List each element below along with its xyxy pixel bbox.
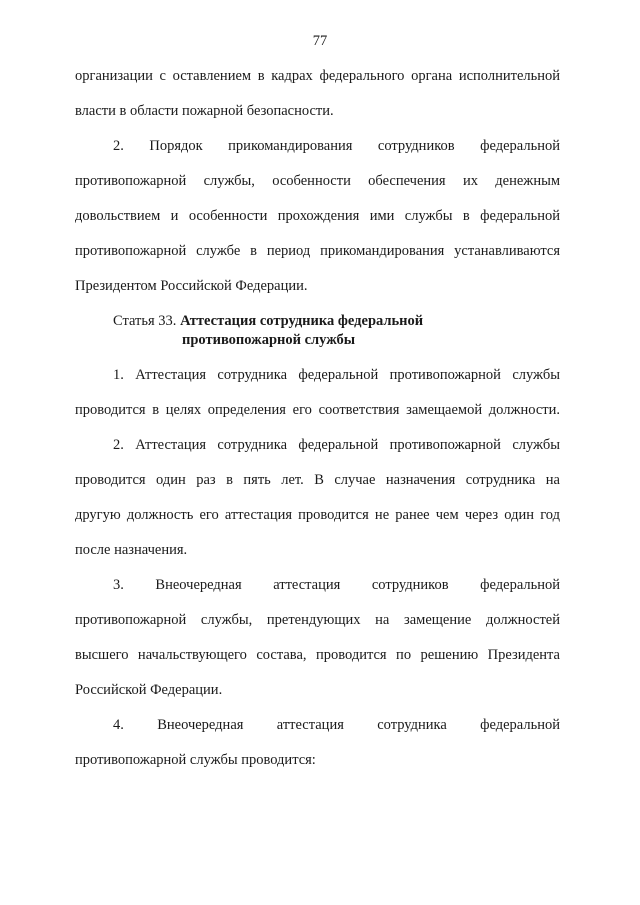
paragraph-line: противопожарной службе в период прикомандирования устанавливаются (75, 243, 560, 259)
paragraph-line: противопожарной службы проводится: (75, 752, 316, 768)
paragraph-line: Президентом Российской Федерации. (75, 278, 308, 294)
article-prefix: Статья 33. (113, 313, 177, 329)
paragraph-line: после назначения. (75, 542, 188, 558)
article-title-line1: Аттестация сотрудника федеральной (180, 313, 424, 329)
paragraph-line: проводится в целях определения его соответствия замещаемой должности. (75, 402, 560, 418)
paragraph-line: 2. Аттестация сотрудника федеральной противопожарной службы (113, 437, 560, 453)
article-title-line2: противопожарной службы (182, 332, 356, 348)
paragraph-line: Российской Федерации. (75, 682, 223, 698)
paragraph-line: проводится один раз в пять лет. В случае назначения сотрудника на (75, 472, 560, 488)
page-number: 77 (312, 33, 328, 49)
article-heading (113, 312, 423, 330)
paragraph-line: довольствием и особенности прохождения ими службы в федеральной (75, 208, 560, 224)
paragraph-line: власти в области пожарной безопасности. (75, 103, 334, 119)
paragraph-line: 1. Аттестация сотрудника федеральной противопожарной службы (113, 367, 560, 383)
paragraph-line: противопожарной службы, особенности обеспечения их денежным (75, 173, 560, 189)
paragraph-line: 2. Порядок прикомандирования сотрудников федеральной (113, 138, 560, 154)
paragraph-line: 4. Внеочередная аттестация сотрудника федеральной (113, 717, 560, 733)
article-heading-continued (182, 331, 355, 349)
paragraph-line: 3. Внеочередная аттестация сотрудников федеральной (113, 577, 560, 593)
paragraph-line: другую должность его аттестация проводится не ранее чем через один год (75, 507, 560, 523)
paragraph-line: высшего начальствующего состава, проводится по решению Президента (75, 647, 560, 663)
paragraph-line: противопожарной службы, претендующих на замещение должностей (75, 612, 560, 628)
paragraph-line: организации с оставлением в кадрах федерального органа исполнительной (75, 68, 560, 84)
